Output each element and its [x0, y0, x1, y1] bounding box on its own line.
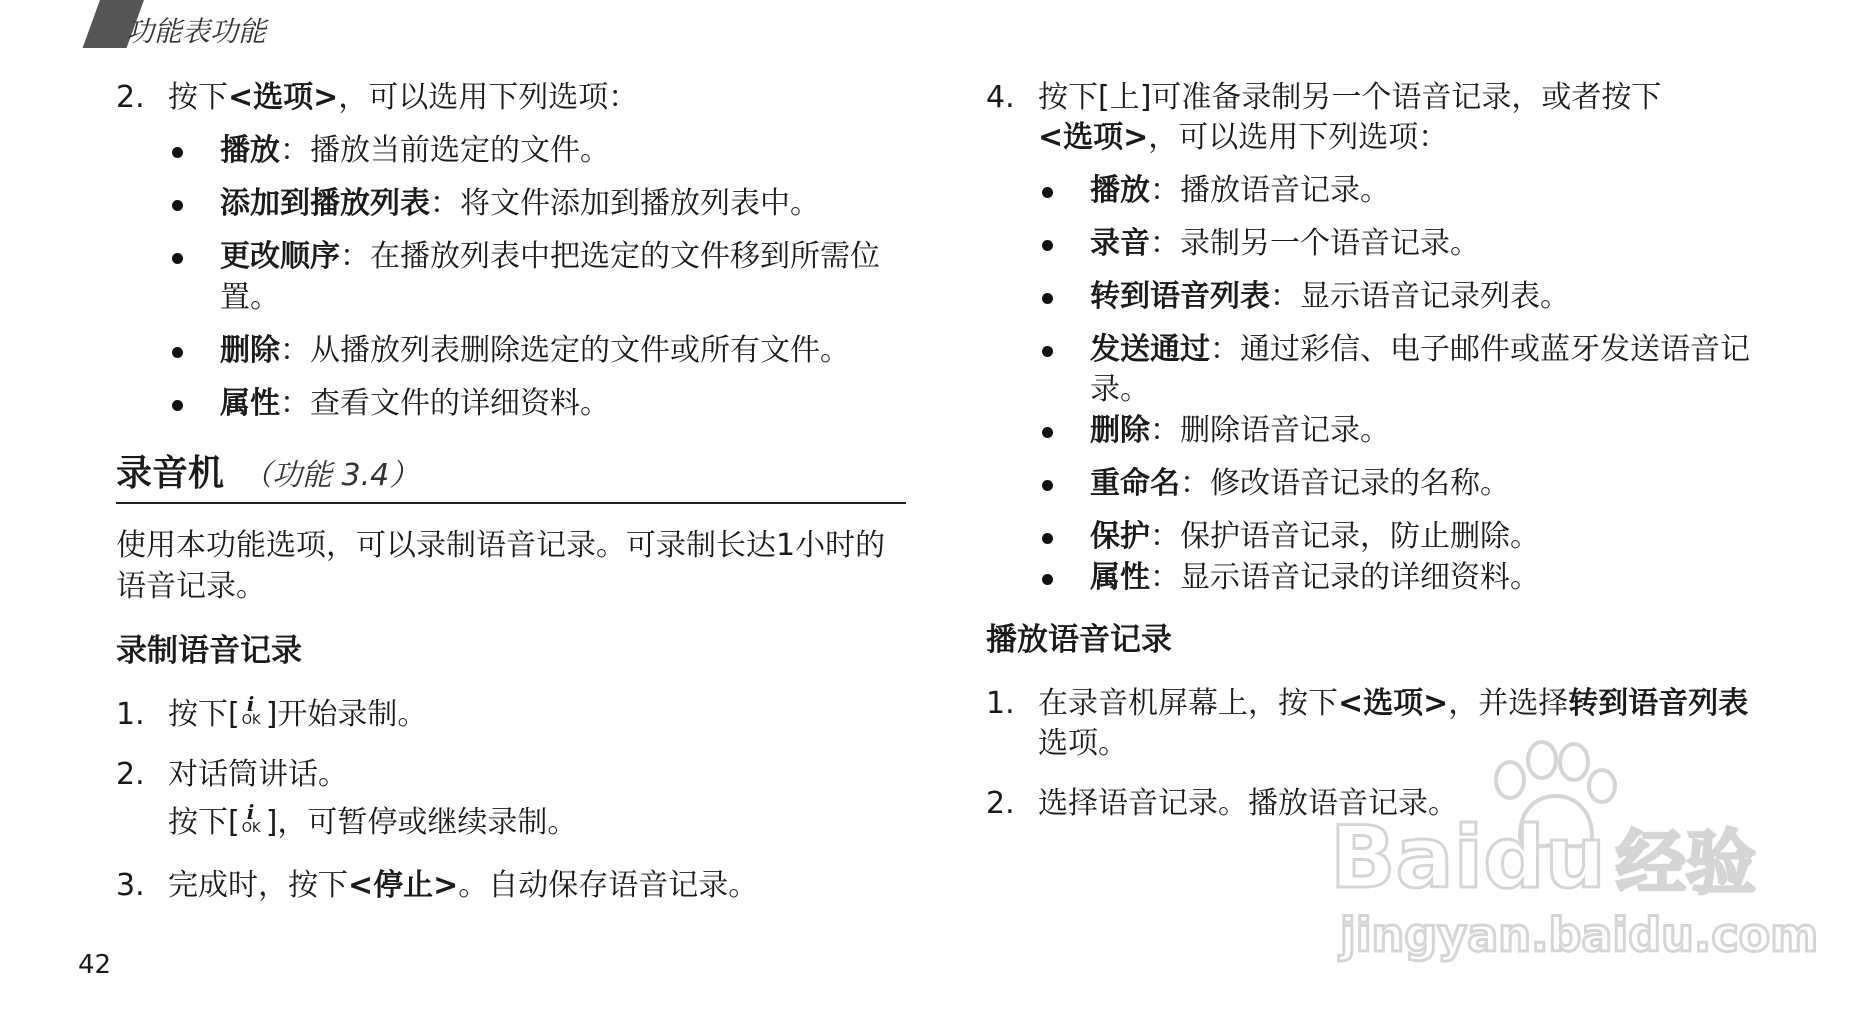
section-note: （功能 3.4） — [242, 458, 420, 493]
list-item: 删除：删除语音记录。 — [1090, 413, 1390, 448]
section-title: 录音机 （功能 3.4） — [116, 453, 420, 494]
intro-line-1: 使用本功能选项，可以录制语音记录。可录制长达1小时的 — [116, 528, 886, 563]
list-item: 发送通过：通过彩信、电子邮件或蓝牙发送语音记 — [1090, 332, 1750, 367]
options-softkey: <选项> — [1038, 120, 1149, 155]
list-item: 更改顺序：在播放列表中把选定的文件移到所需位 — [220, 239, 880, 274]
bullet-icon — [1042, 480, 1053, 491]
list-item: 播放：播放当前选定的文件。 — [220, 133, 610, 168]
list-item-continuation: 置。 — [220, 280, 280, 315]
ok-key-icon: i OK — [241, 800, 261, 836]
step-number: 2. — [116, 757, 145, 792]
intro-line-2: 语音记录。 — [116, 569, 266, 604]
bullet-icon — [172, 400, 183, 411]
list-item: 属性：显示语音记录的详细资料。 — [1090, 560, 1540, 595]
list-item: 转到语音列表：显示语音记录列表。 — [1090, 279, 1570, 314]
play-subtitle: 播放语音记录 — [986, 622, 1172, 658]
bullet-icon — [1042, 187, 1053, 198]
record-step-2-sub: 按下[ i OK ]，可暂停或继续录制。 — [168, 800, 578, 840]
bullet-icon — [172, 200, 183, 211]
list-item: 添加到播放列表：将文件添加到播放列表中。 — [220, 186, 820, 221]
bullet-icon — [172, 347, 183, 358]
step-4-line-1: 按下[上]可准备录制另一个语音记录，或者按下 — [1038, 80, 1662, 115]
list-item: 播放：播放语音记录。 — [1090, 173, 1390, 208]
options-softkey: <选项> — [228, 80, 339, 115]
bullet-icon — [172, 147, 183, 158]
baidu-watermark — [1330, 740, 1819, 980]
record-step-3: 完成时，按下<停止>。自动保存语音记录。 — [168, 868, 759, 903]
bullet-icon — [172, 253, 183, 264]
play-step-2: 选择语音记录。播放语音记录。 — [1038, 786, 1458, 821]
bullet-icon — [1042, 293, 1053, 304]
watermark-brand: Baidu 经验 — [1330, 808, 1756, 908]
section-rule — [116, 502, 906, 504]
bullet-icon — [1042, 240, 1053, 251]
bullet-icon — [1042, 533, 1053, 544]
list-item: 删除：从播放列表删除选定的文件或所有文件。 — [220, 333, 850, 368]
step-number: 1. — [116, 697, 145, 732]
step-number: 2. — [986, 786, 1015, 821]
play-step-1: 在录音机屏幕上，按下<选项>，并选择转到语音列表 — [1038, 686, 1749, 721]
step-number: 2. — [116, 80, 145, 115]
list-item: 属性：查看文件的详细资料。 — [220, 386, 610, 421]
play-step-1-continuation: 选项。 — [1038, 726, 1128, 761]
step-4-line-2: <选项>，可以选用下列选项： — [1038, 120, 1449, 155]
bullet-icon — [1042, 346, 1053, 357]
record-subtitle: 录制语音记录 — [116, 633, 302, 669]
record-step-1: 按下[ i OK ]开始录制。 — [168, 692, 428, 732]
bullet-icon — [1042, 427, 1053, 438]
stop-softkey: <停止> — [348, 868, 459, 903]
ok-key-icon: i OK — [241, 692, 261, 728]
page-number: 42 — [78, 950, 112, 980]
options-softkey: <选项> — [1338, 686, 1449, 721]
step-number: 4. — [986, 80, 1015, 115]
list-item: 保护：保护语音记录，防止删除。 — [1090, 519, 1540, 554]
list-item: 录音：录制另一个语音记录。 — [1090, 226, 1480, 261]
record-step-2: 对话筒讲话。 — [168, 757, 348, 792]
step-2-text: 按下<选项>，可以选用下列选项： — [168, 80, 639, 115]
watermark-url: jingyan.baidu.com — [1340, 908, 1819, 962]
bullet-icon — [1042, 574, 1053, 585]
header-title: 功能表功能 — [126, 15, 267, 48]
step-number: 1. — [986, 686, 1015, 721]
list-item-continuation: 录。 — [1090, 372, 1150, 407]
step-number: 3. — [116, 868, 145, 903]
list-item: 重命名：修改语音记录的名称。 — [1090, 466, 1510, 501]
